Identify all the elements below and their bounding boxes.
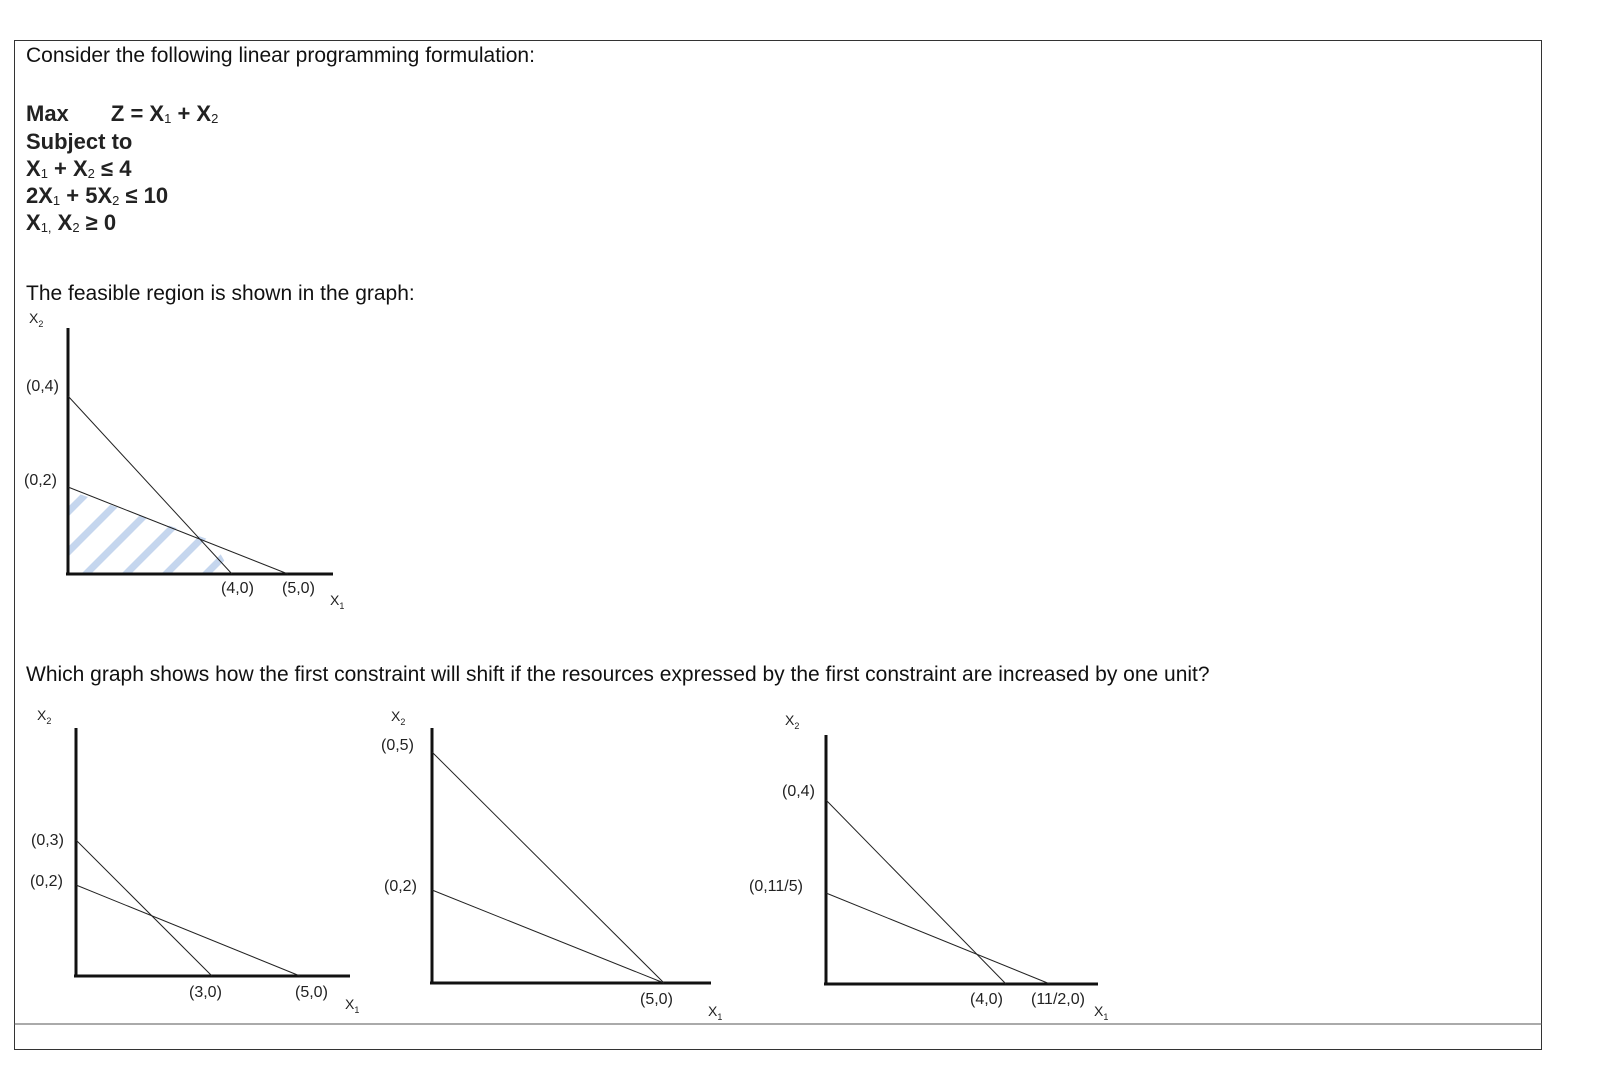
main-label-5-0: (5,0) — [282, 580, 315, 597]
feasible-text: The feasible region is shown in the graph: — [26, 282, 415, 305]
a-label-5-0: (5,0) — [295, 984, 328, 1001]
option-a-graph — [74, 728, 350, 977]
c-constraint-2-line — [826, 893, 1050, 984]
main-label-0-2: (0,2) — [24, 472, 57, 489]
a-label-0-2: (0,2) — [30, 873, 63, 890]
main-label-4-0: (4,0) — [221, 580, 254, 597]
objective-expr: $Z = X_1 + X_2$ — [110, 101, 219, 126]
subject-to: Subject to — [26, 129, 133, 154]
b-label-0-2: (0,2) — [384, 878, 417, 895]
b-label-5-0: (5,0) — [640, 991, 673, 1008]
a-label-3-0: (3,0) — [189, 984, 222, 1001]
main-x2-label: $X_2$ — [29, 310, 44, 329]
c-label-4-0: (4,0) — [970, 991, 1003, 1008]
c-constraint-1-line — [826, 800, 1006, 984]
question-text: Which graph shows how the first constraint will shift if the resources expressed by the first constraint are increased by one unit? — [26, 663, 1210, 686]
c-x2-label: $X_2$ — [785, 712, 800, 731]
main-x1-label: $X_1$ — [330, 592, 345, 611]
constraint-2: $2X_1 + 5X_2 \le 10$ — [26, 183, 169, 208]
max-keyword: Max — [26, 101, 69, 126]
a-label-0-3: (0,3) — [31, 832, 64, 849]
b-constraint-1-line — [432, 752, 664, 983]
a-x1-label: $X_1$ — [345, 996, 360, 1015]
c-label-0-4: (0,4) — [782, 783, 815, 800]
b-x1-label: $X_1$ — [708, 1003, 723, 1022]
constraint-nonneg: $X_{1,}$ $X_2 \ge 0$ — [26, 210, 117, 235]
intro-text: Consider the following linear programming formulation: — [26, 44, 535, 67]
feasible-region-graph — [0, 328, 340, 600]
c-x1-label: $X_1$ — [1094, 1003, 1109, 1022]
a-constraint-1-line — [76, 840, 212, 976]
option-b-graph — [430, 728, 711, 984]
a-constraint-2-line — [76, 885, 300, 976]
b-label-0-5: (0,5) — [381, 737, 414, 754]
c-label-0-11-5: (0,11/5) — [749, 878, 803, 895]
main-label-0-4: (0,4) — [26, 378, 59, 395]
b-constraint-2-line — [432, 890, 664, 983]
b-x2-label: $X_2$ — [391, 708, 406, 727]
option-c-graph — [824, 735, 1098, 985]
constraint-1: $X_1 + X_2 \le 4$ — [26, 156, 132, 181]
c-label-11-2-0: (11/2,0) — [1031, 991, 1085, 1008]
a-x2-label: $X_2$ — [37, 707, 52, 726]
